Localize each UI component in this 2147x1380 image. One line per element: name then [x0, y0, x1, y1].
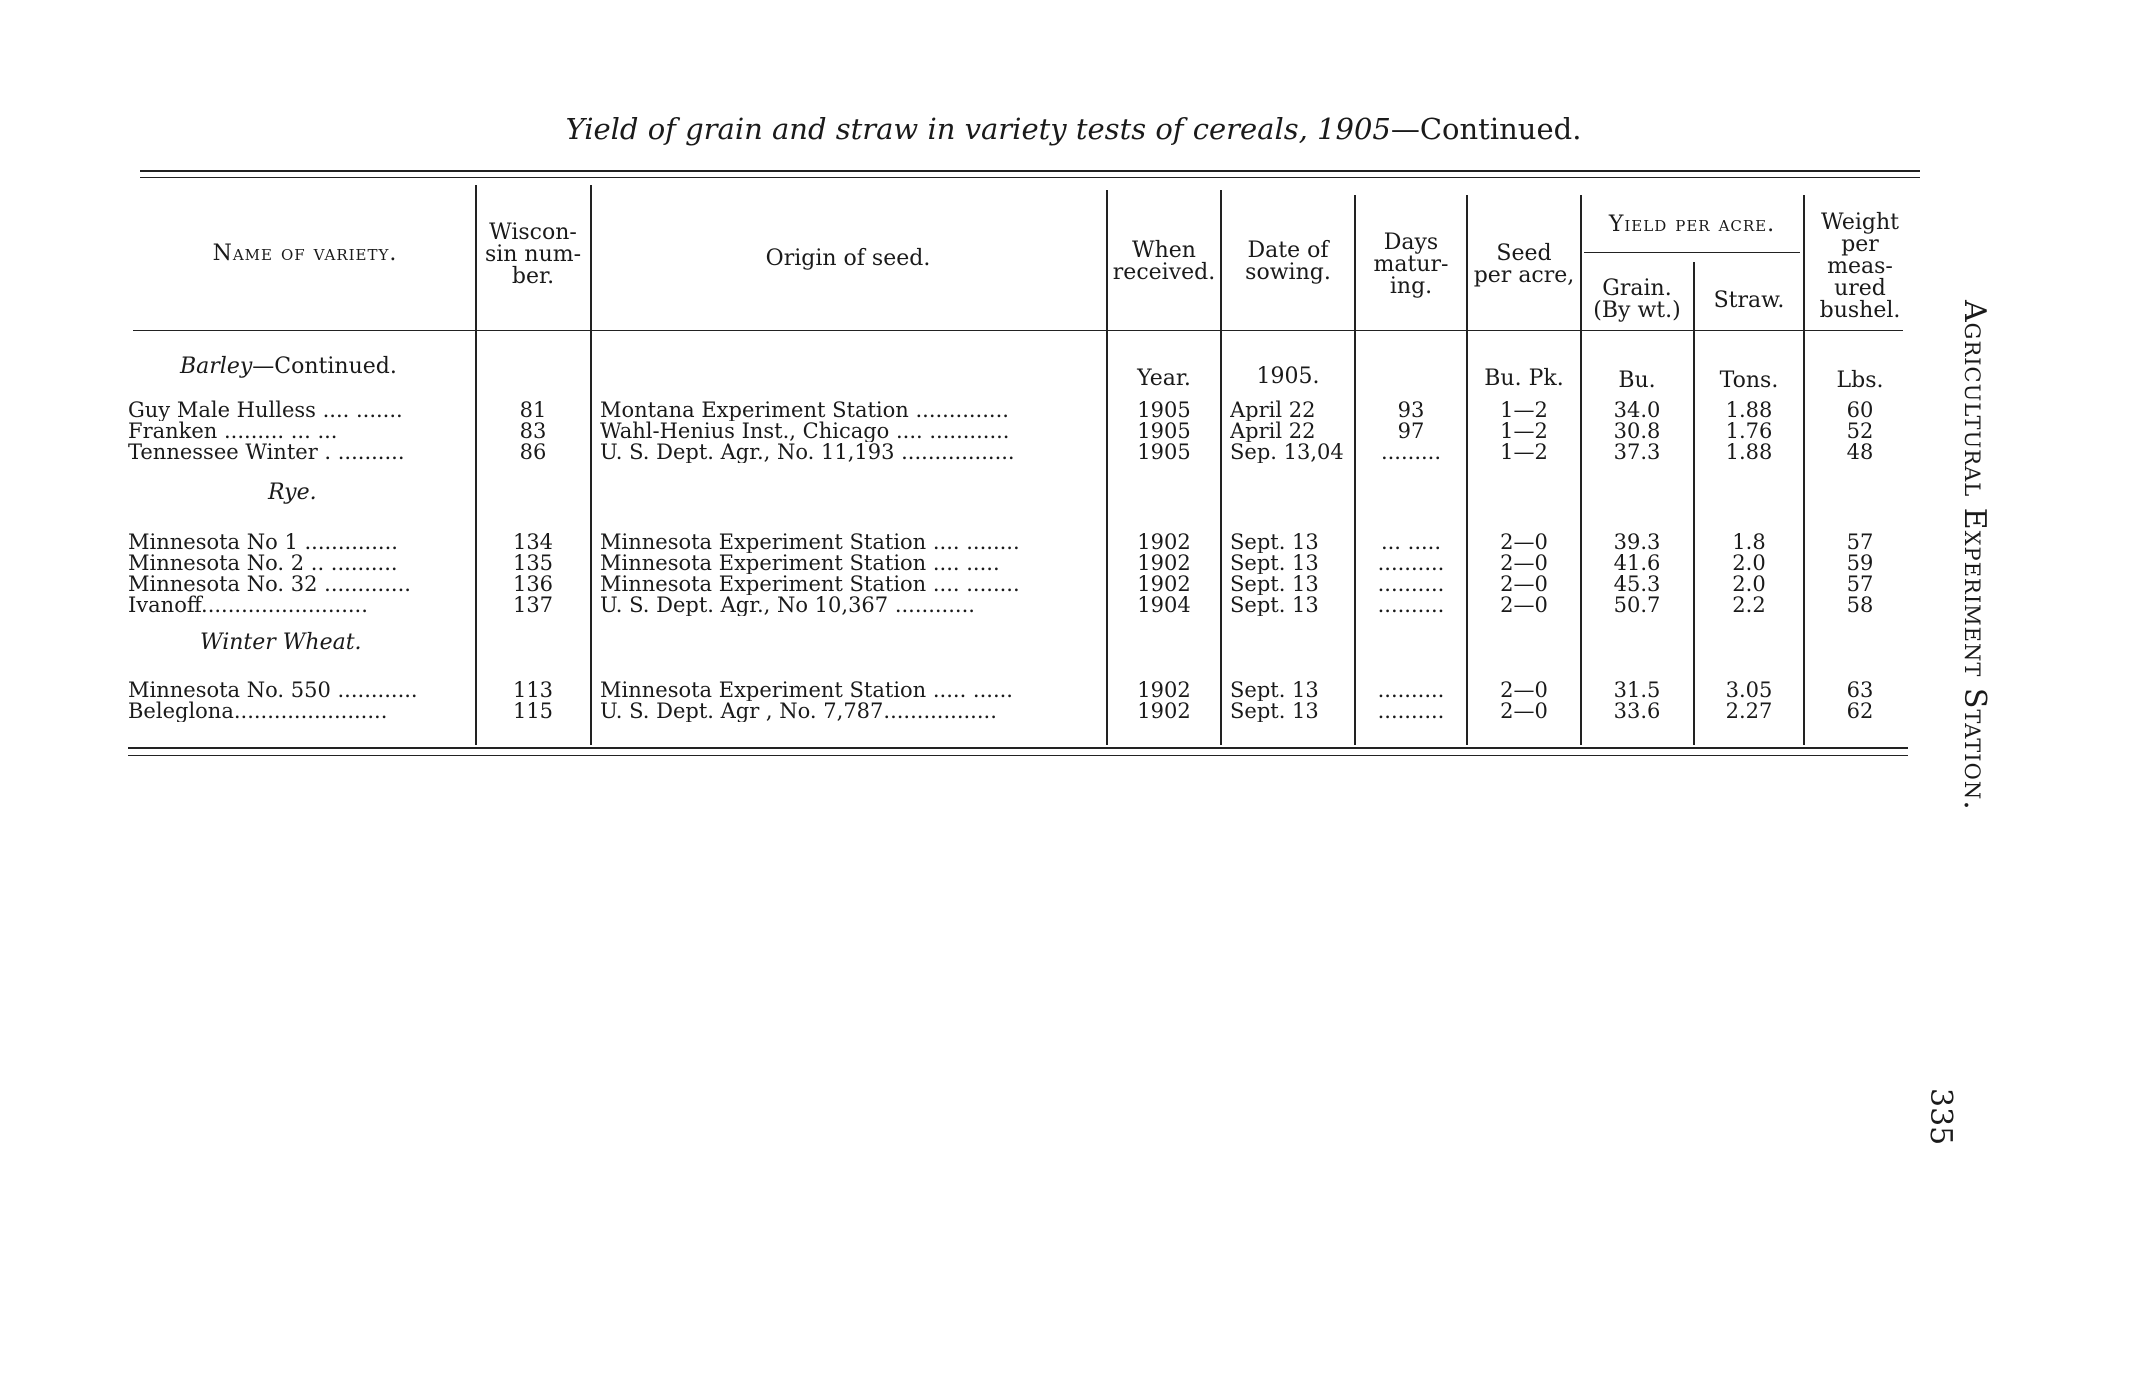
header-wisconsin-number — [477, 222, 589, 288]
unit-weight: Lbs. — [1836, 368, 1884, 393]
cell-grain: 33.6 — [1613, 701, 1661, 722]
cell-straw: 1.88 — [1725, 442, 1773, 463]
cell-wisconsin-number: 134 — [512, 532, 554, 553]
cell-name: Beleglona....................... — [128, 701, 388, 722]
cell-received: 1902 — [1137, 532, 1191, 553]
cell-name: Franken ......... ... ... — [128, 421, 338, 442]
header-yield-per-acre: Yield per acre. — [1608, 212, 1776, 237]
cell-grain: 50.7 — [1613, 595, 1661, 616]
cell-days: ......... — [1380, 442, 1442, 463]
cell-weight: 48 — [1846, 442, 1874, 463]
header-days-line: Days — [1383, 230, 1439, 255]
cell-days: ... ..... — [1380, 532, 1442, 553]
cell-weight: 63 — [1846, 680, 1874, 701]
cell-received: 1902 — [1137, 701, 1191, 722]
header-sowing-line: sowing. — [1245, 260, 1331, 285]
cell-grain: 37.3 — [1613, 442, 1661, 463]
cell-sowing: Sept. 13 — [1230, 553, 1319, 574]
cell-origin: Wahl-Henius Inst., Chicago .... ............ — [600, 421, 1010, 442]
cell-straw: 1.76 — [1725, 421, 1773, 442]
cell-days: .......... — [1377, 595, 1445, 616]
cell-weight: 57 — [1846, 532, 1874, 553]
cell-seed: 1—2 — [1500, 442, 1548, 463]
cell-grain: 41.6 — [1613, 553, 1661, 574]
table-title — [0, 112, 2147, 146]
table-title-suffix: —Continued. — [1390, 112, 1582, 146]
cell-wisconsin-number: 137 — [512, 595, 554, 616]
cell-straw: 1.88 — [1725, 400, 1773, 421]
cell-weight: 60 — [1846, 400, 1874, 421]
cell-received: 1905 — [1137, 400, 1191, 421]
cell-grain: 30.8 — [1613, 421, 1661, 442]
header-origin-of-seed: Origin of seed. — [765, 246, 931, 271]
cell-origin: Minnesota Experiment Station ..... ...... — [600, 680, 1013, 701]
cell-received: 1904 — [1137, 595, 1191, 616]
cell-name: Minnesota No. 32 ............. — [128, 574, 411, 595]
cell-name: Minnesota No 1 .............. — [128, 532, 398, 553]
section-label — [180, 356, 397, 377]
header-when-received — [1108, 240, 1220, 284]
cell-days: .......... — [1377, 574, 1445, 595]
cell-seed: 2—0 — [1500, 701, 1548, 722]
unit-grain: Bu. — [1618, 368, 1656, 393]
cell-seed: 2—0 — [1500, 553, 1548, 574]
cell-sowing: April 22 — [1230, 400, 1316, 421]
unit-sowing-year: 1905. — [1256, 364, 1320, 389]
header-straw: Straw. — [1713, 288, 1785, 313]
cell-origin: Minnesota Experiment Station .... ..... — [600, 553, 1000, 574]
cell-straw: 2.0 — [1732, 553, 1766, 574]
cell-seed: 2—0 — [1500, 532, 1548, 553]
cell-seed: 1—2 — [1500, 400, 1548, 421]
header-seed-line: per acre, — [1473, 263, 1575, 288]
cell-name: Tennessee Winter . .......... — [128, 442, 405, 463]
header-wisconsin-line: ber. — [511, 264, 555, 289]
header-received-line: When — [1132, 238, 1196, 263]
cell-wisconsin-number: 135 — [512, 553, 554, 574]
cell-seed: 2—0 — [1500, 595, 1548, 616]
bottom-rule-2 — [128, 755, 1908, 756]
top-rule-2 — [140, 177, 1920, 178]
cell-grain: 31.5 — [1613, 680, 1661, 701]
unit-straw: Tons. — [1719, 368, 1779, 393]
cell-origin: U. S. Dept. Agr., No 10,367 ............ — [600, 595, 975, 616]
cell-weight: 52 — [1846, 421, 1874, 442]
cell-weight: 62 — [1846, 701, 1874, 722]
running-header: Agricultural Experiment Station. — [1957, 300, 1992, 811]
header-weight-line: Weight — [1821, 210, 1899, 235]
header-rule — [133, 330, 1903, 331]
cell-seed: 2—0 — [1500, 680, 1548, 701]
yield-rule — [1584, 252, 1800, 253]
cell-received: 1902 — [1137, 553, 1191, 574]
cell-days: 97 — [1397, 421, 1425, 442]
section-label-italic: Winter Wheat. — [200, 630, 362, 655]
section-label-suffix: —Continued. — [252, 354, 397, 379]
section-label-italic: Barley — [180, 354, 253, 379]
header-name-of-variety: Name of variety. — [212, 241, 398, 266]
table-title-italic: Yield of grain and straw in variety tests of cereals, 1905 — [565, 112, 1391, 146]
cell-days: 93 — [1397, 400, 1425, 421]
cell-origin: Montana Experiment Station .............. — [600, 400, 1009, 421]
cell-wisconsin-number: 86 — [519, 442, 547, 463]
cell-seed: 2—0 — [1500, 574, 1548, 595]
cell-name: Minnesota No. 550 ............ — [128, 680, 418, 701]
cell-received: 1902 — [1137, 680, 1191, 701]
cell-received: 1905 — [1137, 421, 1191, 442]
header-grain-line: Grain. — [1602, 276, 1672, 301]
unit-seed: Bu. Pk. — [1484, 366, 1564, 391]
cell-sowing: Sept. 13 — [1230, 701, 1319, 722]
header-wisconsin-line: sin num- — [484, 242, 582, 267]
cell-weight: 59 — [1846, 553, 1874, 574]
cell-straw: 2.2 — [1732, 595, 1766, 616]
section-label-italic: Rye. — [268, 480, 317, 505]
cell-grain: 45.3 — [1613, 574, 1661, 595]
cell-wisconsin-number: 83 — [519, 421, 547, 442]
cell-wisconsin-number: 115 — [512, 701, 554, 722]
header-sowing-line: Date of — [1247, 238, 1329, 263]
cell-straw: 3.05 — [1725, 680, 1773, 701]
cell-name: Minnesota No. 2 .. .......... — [128, 553, 398, 574]
header-days-line: matur- — [1373, 252, 1449, 277]
col-divider — [1693, 262, 1695, 745]
cell-grain: 39.3 — [1613, 532, 1661, 553]
cell-weight: 58 — [1846, 595, 1874, 616]
cell-sowing: Sep. 13,04 — [1230, 442, 1344, 463]
header-seed-per-acre — [1468, 243, 1580, 287]
header-days-line: ing. — [1389, 274, 1433, 299]
cell-origin: U. S. Dept. Agr , No. 7,787................. — [600, 701, 997, 722]
cell-sowing: April 22 — [1230, 421, 1316, 442]
section-label — [200, 632, 362, 653]
cell-wisconsin-number: 136 — [512, 574, 554, 595]
cell-straw: 1.8 — [1732, 532, 1766, 553]
cell-origin: U. S. Dept. Agr., No. 11,193 ................. — [600, 442, 1015, 463]
cell-days: .......... — [1377, 680, 1445, 701]
cell-wisconsin-number: 81 — [519, 400, 547, 421]
cell-origin: Minnesota Experiment Station .... ........ — [600, 532, 1020, 553]
cell-weight: 57 — [1846, 574, 1874, 595]
header-grain — [1582, 278, 1692, 322]
header-days-maturing — [1356, 232, 1466, 298]
header-seed-line: Seed — [1496, 241, 1552, 266]
section-label — [268, 482, 317, 503]
header-received-line: received. — [1112, 260, 1216, 285]
header-weight-line: per — [1841, 232, 1879, 257]
unit-year: Year. — [1137, 366, 1191, 391]
cell-received: 1905 — [1137, 442, 1191, 463]
header-weight-line: bushel. — [1819, 298, 1901, 323]
header-grain-line: (By wt.) — [1593, 298, 1681, 323]
cell-name: Guy Male Hulless .... ....... — [128, 400, 403, 421]
top-rule — [140, 170, 1920, 172]
cell-days: .......... — [1377, 553, 1445, 574]
cell-received: 1902 — [1137, 574, 1191, 595]
cell-grain: 34.0 — [1613, 400, 1661, 421]
bottom-rule — [128, 747, 1908, 749]
cell-straw: 2.0 — [1732, 574, 1766, 595]
cell-wisconsin-number: 113 — [512, 680, 554, 701]
cell-sowing: Sept. 13 — [1230, 532, 1319, 553]
cell-seed: 1—2 — [1500, 421, 1548, 442]
cell-sowing: Sept. 13 — [1230, 595, 1319, 616]
header-weight-line: meas- — [1827, 254, 1893, 279]
cell-sowing: Sept. 13 — [1230, 680, 1319, 701]
cell-days: .......... — [1377, 701, 1445, 722]
header-weight-per-bushel — [1805, 212, 1915, 322]
page-number: 335 — [1923, 1088, 1958, 1146]
cell-sowing: Sept. 13 — [1230, 574, 1319, 595]
cell-straw: 2.27 — [1725, 701, 1773, 722]
header-weight-line: ured — [1834, 276, 1886, 301]
header-wisconsin-line: Wiscon- — [489, 220, 577, 245]
header-date-of-sowing — [1222, 240, 1354, 284]
cell-origin: Minnesota Experiment Station .... ........ — [600, 574, 1020, 595]
cell-name: Ivanoff......................... — [128, 595, 368, 616]
